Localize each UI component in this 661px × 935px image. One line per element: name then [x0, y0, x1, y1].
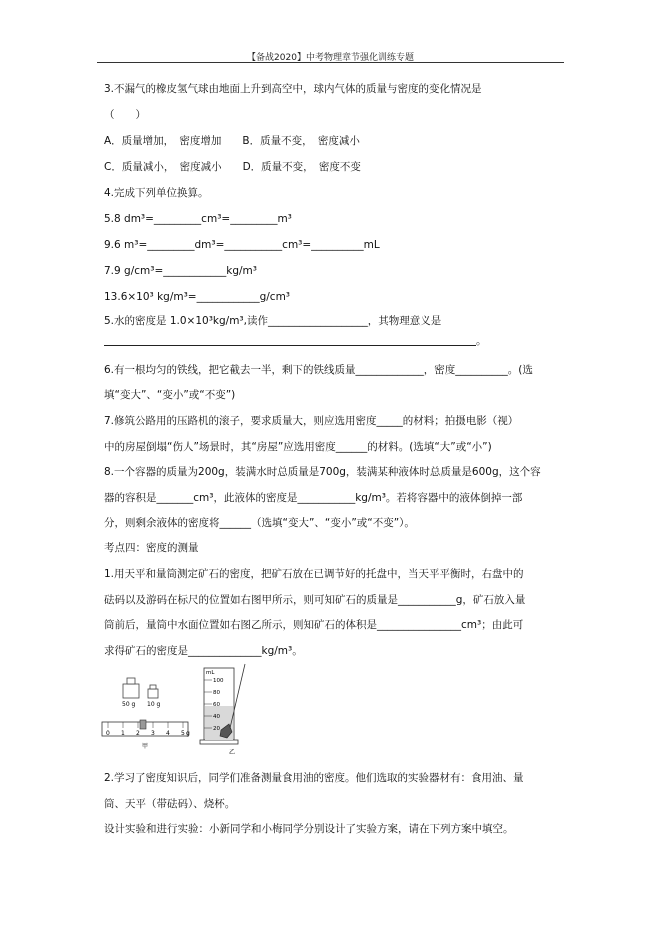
measure-question-2-line-1: 2.学习了密度知识后，同学们准备测量食用油的密度。他们选取的实验器材有：食用油、量 [104, 772, 524, 784]
question-7-line-1: 7.修筑公路用的压路机的滚子，要求质量大，则应选用密度_____的材料；拍摄电影（视） [104, 415, 519, 427]
figure-label-jia: 甲 [142, 743, 149, 750]
question-3-options-cd: C．质量减小， 密度减小 D．质量不变， 密度不变 [104, 161, 361, 173]
scale-tick-0: 0 [106, 730, 110, 737]
question-3-stem: 3.不漏气的橡皮氢气球由地面上升到高空中，球内气体的质量与密度的变化情况是 [104, 83, 482, 95]
cylinder-tick-100: 100 [213, 678, 224, 684]
scale-tick-5: 5 [181, 730, 185, 737]
figure-label-yi: 乙 [229, 749, 236, 756]
section-heading-density-measurement: 考点四：密度的测量 [104, 542, 199, 554]
scale-tick-1: 1 [121, 730, 125, 737]
answer-blank-line [104, 345, 476, 346]
cylinder-tick-40: 40 [213, 714, 220, 720]
measure-question-2-line-3: 设计实验和进行实验：小新同学和小梅同学分别设计了实验方案，请在下列方案中填空。 [104, 823, 514, 835]
question-4-item-1: 5.8 dm³=_________cm³=_________m³ [104, 213, 292, 225]
weight-50g-label: 50 g [122, 701, 136, 708]
measure-question-1-line-4: 求得矿石的密度是______________kg/m³。 [104, 645, 303, 657]
scale-unit: g [186, 730, 190, 737]
question-5-period: 。 [476, 335, 487, 347]
cylinder-unit: mL [206, 670, 215, 676]
question-8-line-3: 分，则剩余液体的密度将______（选填“变大”、“变小”或“不变”）。 [104, 517, 415, 529]
measure-question-1-line-1: 1.用天平和量筒测定矿石的密度，把矿石放在已调节好的托盘中，当天平平衡时，右盘中的 [104, 568, 524, 580]
weight-10g-icon [148, 685, 158, 698]
cylinder-tick-80: 80 [213, 690, 220, 696]
question-6-hint: 填“变大”、“变小”或“不变”) [104, 389, 236, 401]
question-7-line-2: 中的房屋倒塌“伤人”场景时，其“房屋”应选用密度______的材料。(选填“大”或“小”) [104, 441, 492, 453]
question-4-stem: 4.完成下列单位换算。 [104, 187, 209, 199]
measure-question-2-line-2: 筒、天平（带砝码）、烧杯。 [104, 798, 236, 810]
question-8-line-2: 器的容积是_______cm³，此液体的密度是___________kg/m³。若将容器中的液体倒掉一部 [104, 492, 523, 504]
cylinder-tick-20: 20 [213, 726, 220, 732]
measure-question-1-line-2: 砝码以及游码在标尺的位置如右图甲所示，则可知矿石的质量是___________g，矿石放入量 [104, 594, 526, 606]
question-6-stem: 6.有一根均匀的铁线，把它截去一半，剩下的铁线质量_____________，密度__________。(选 [104, 364, 533, 376]
weight-10g-label: 10 g [147, 701, 161, 708]
question-8-line-1: 8.一个容器的质量为200g，装满水时总质量是700g，装满某种液体时总质量是600g，这个容 [104, 466, 541, 478]
question-4-item-3: 7.9 g/cm³=____________kg/m³ [104, 265, 257, 277]
measure-question-1-line-3: 筒前后，量筒中水面位置如右图乙所示，则知矿石的体积是________________cm³；由此可 [104, 619, 524, 631]
scale-tick-3: 3 [151, 730, 155, 737]
header-divider [97, 62, 564, 63]
question-3-bracket: （ ） [104, 109, 146, 121]
question-5-stem: 5.水的密度是 1.0×10³kg/m³,读作___________________，其物理意义是 [104, 315, 442, 327]
rider-slider [140, 720, 146, 729]
scale-tick-2: 2 [136, 730, 140, 737]
question-4-item-2: 9.6 m³=_________dm³=___________cm³=__________mL [104, 239, 380, 251]
question-3-options-ab: A．质量增加， 密度增加 B．质量不变， 密度减小 [104, 135, 360, 147]
weight-50g-icon [123, 678, 139, 698]
balance-and-cylinder-figure [100, 662, 270, 762]
scale-tick-4: 4 [166, 730, 170, 737]
question-4-item-4: 13.6×10³ kg/m³=____________g/cm³ [104, 291, 291, 303]
page-header: 【备战2020】中考物理章节强化训练专题 [247, 53, 414, 63]
cylinder-tick-60: 60 [213, 702, 220, 708]
cylinder-base [200, 740, 238, 744]
